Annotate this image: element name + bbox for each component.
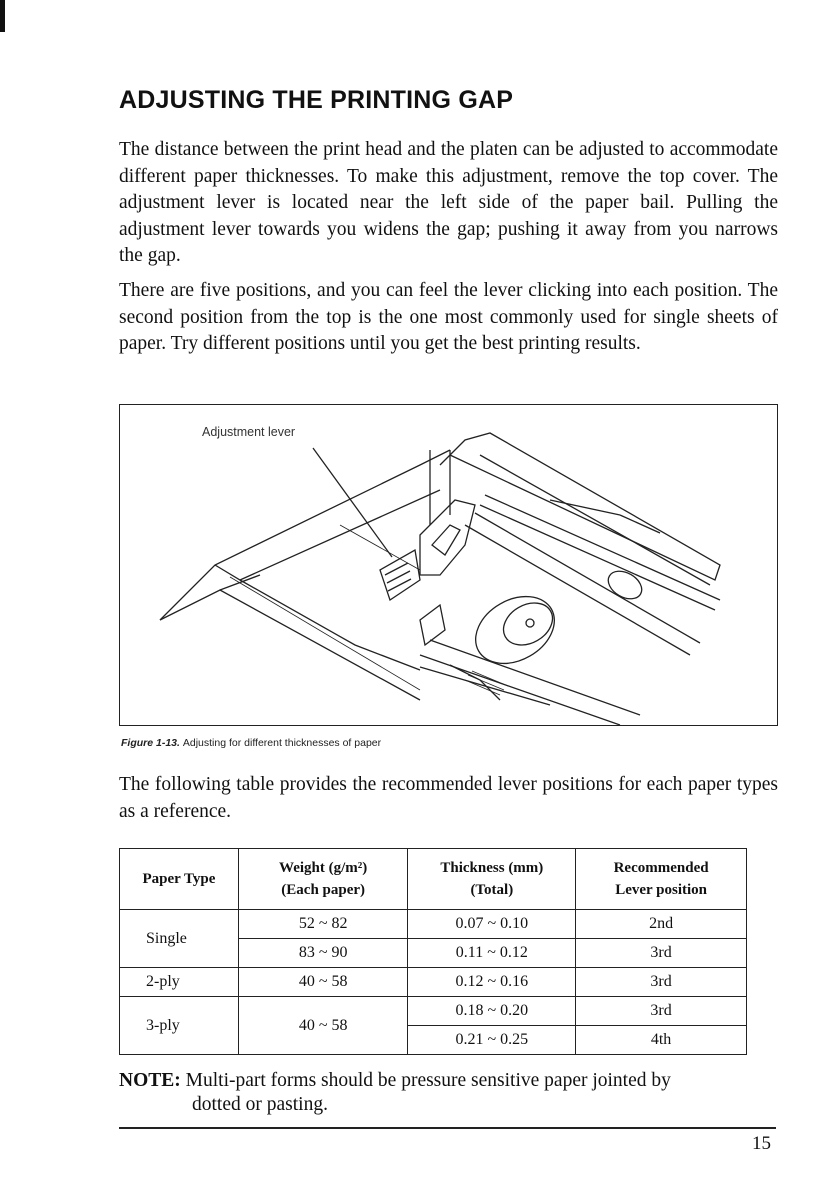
- table-row: [120, 997, 747, 1026]
- header-thickness-line2: (Total): [470, 882, 514, 898]
- cell-paper-type: 2-ply: [120, 968, 239, 997]
- note-continuation: dotted or pasting.: [192, 1094, 328, 1115]
- scan-margin-mark: [0, 0, 5, 32]
- note-label: NOTE:: [119, 1070, 181, 1091]
- footer-rule: [119, 1127, 776, 1129]
- cell-thickness: 0.07 ~ 0.10: [408, 910, 576, 939]
- header-lever-line1: Recommended: [613, 860, 709, 876]
- header-weight: [238, 849, 408, 910]
- page-number: 15: [752, 1133, 771, 1154]
- cell-lever: 2nd: [576, 910, 747, 939]
- header-weight-line2: (Each paper): [281, 882, 366, 898]
- cell-lever: 3rd: [576, 968, 747, 997]
- header-thickness: [408, 849, 576, 910]
- cell-thickness: 0.18 ~ 0.20: [408, 997, 576, 1026]
- figure-caption: [121, 737, 381, 749]
- cell-lever: 3rd: [576, 939, 747, 968]
- note: [119, 1067, 778, 1094]
- cell-paper-type: Single: [120, 910, 239, 968]
- table-row: [120, 968, 747, 997]
- cell-weight: 83 ~ 90: [238, 939, 408, 968]
- note-text: Multi-part forms should be pressure sensitive paper jointed by: [185, 1070, 671, 1091]
- cell-thickness: 0.12 ~ 0.16: [408, 968, 576, 997]
- table-header-row: [120, 849, 747, 910]
- lever-position-table: [119, 848, 747, 1055]
- table-row: [120, 910, 747, 939]
- cell-weight: 52 ~ 82: [238, 910, 408, 939]
- figure-number: Figure 1-13.: [121, 737, 180, 749]
- cell-paper-type: 3-ply: [120, 997, 239, 1055]
- cell-weight: 40 ~ 58: [238, 968, 408, 997]
- printer-illustration: [120, 405, 777, 725]
- adjustment-lever-label: Adjustment lever: [202, 425, 296, 439]
- header-paper-type: Paper Type: [120, 849, 239, 910]
- cell-lever: 3rd: [576, 997, 747, 1026]
- paragraph-lever-positions: There are five positions, and you can feel the lever clicking into each position. The second position from the top is the one most commonly used for single sheets of paper. Try different positions until you get the best printing results.: [119, 280, 778, 354]
- cell-thickness: 0.11 ~ 0.12: [408, 939, 576, 968]
- printer-figure: [119, 404, 778, 726]
- header-weight-line1: Weight (g/m²): [279, 860, 368, 876]
- paragraph-table-intro: The following table provides the recommended lever positions for each paper types as a reference.: [119, 774, 778, 822]
- figure-caption-text: Adjusting for different thicknesses of paper: [182, 737, 382, 749]
- cell-thickness: 0.21 ~ 0.25: [408, 1026, 576, 1055]
- header-lever: [576, 849, 747, 910]
- paragraph-gap-adjustment: The distance between the print head and the platen can be adjusted to accommodate different paper thicknesses. To make this adjustment, remove the top cover. The adjustment lever is located near the left side of the paper bail. Pulling the adjustment lever towards you widens the gap; pushing it away from you narrows the gap.: [119, 139, 778, 266]
- section-heading: ADJUSTING THE PRINTING GAP: [119, 86, 514, 114]
- header-thickness-line1: Thickness (mm): [440, 860, 544, 876]
- header-lever-line2: Lever position: [615, 882, 707, 898]
- cell-weight: 40 ~ 58: [238, 997, 408, 1055]
- cell-lever: 4th: [576, 1026, 747, 1055]
